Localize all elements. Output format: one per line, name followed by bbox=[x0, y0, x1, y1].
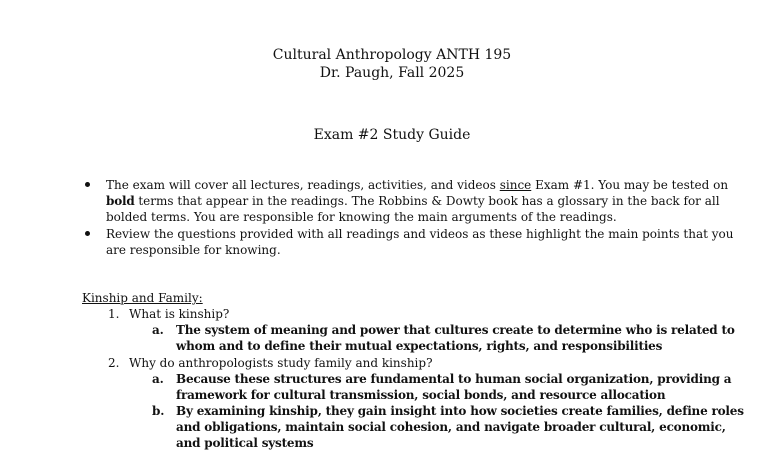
bullet-1-text: The exam will cover all lectures, readings, activities, and videos bbox=[106, 178, 500, 192]
question-number: 2. bbox=[108, 356, 120, 370]
answer-2a-line-2: framework for cultural transmission, social bonds, and resource allocation bbox=[176, 388, 666, 402]
section-heading: Kinship and Family: bbox=[82, 291, 203, 305]
answer-2b-line-1: By examining kinship, they gain insight into how societies create families, define roles bbox=[176, 404, 744, 418]
page-title: Exam #2 Study Guide bbox=[313, 127, 471, 143]
bullet-1-line-3: bolded terms. You are responsible for knowing the main arguments of the readings. bbox=[106, 210, 617, 224]
answer-letter: a. bbox=[152, 323, 164, 337]
bullet-icon bbox=[85, 182, 90, 187]
answer-2b-line-3: and political systems bbox=[176, 436, 314, 450]
bullet-1-line-1 bbox=[106, 177, 728, 193]
bullet-1-text-end: Exam #1. You may be tested on bbox=[531, 178, 729, 192]
bullet-2-line-1: Review the questions provided with all readings and videos as these highlight the main points that you bbox=[106, 227, 734, 241]
answer-2a-line-1: Because these structures are fundamental to human social organization, providing a bbox=[176, 372, 732, 386]
question-2-text: Why do anthropologists study family and kinship? bbox=[129, 356, 433, 370]
answer-1a-line-2: whom and to define their mutual expectations, rights, and responsibilities bbox=[176, 339, 663, 353]
bold-term: bold bbox=[106, 194, 135, 208]
answer-letter: a. bbox=[152, 372, 164, 386]
underlined-since: since bbox=[499, 178, 532, 192]
course-title: Cultural Anthropology ANTH 195 bbox=[272, 47, 512, 63]
bullet-2-line-2: are responsible for knowing. bbox=[106, 243, 281, 257]
instructor-term: Dr. Paugh, Fall 2025 bbox=[319, 65, 465, 81]
bullet-1-line-2 bbox=[106, 193, 720, 209]
question-number: 1. bbox=[108, 307, 120, 321]
answer-letter: b. bbox=[152, 404, 165, 418]
bullet-icon bbox=[85, 231, 90, 236]
question-1-text: What is kinship? bbox=[129, 307, 230, 321]
answer-1a-line-1: The system of meaning and power that cultures create to determine who is related to bbox=[176, 323, 735, 337]
bullet-1-text-2: terms that appear in the readings. The Robbins & Dowty book has a glossary in the back for all bbox=[134, 194, 720, 208]
answer-2b-line-2: and obligations, maintain social cohesion, and navigate broader cultural, economic, bbox=[176, 420, 726, 434]
